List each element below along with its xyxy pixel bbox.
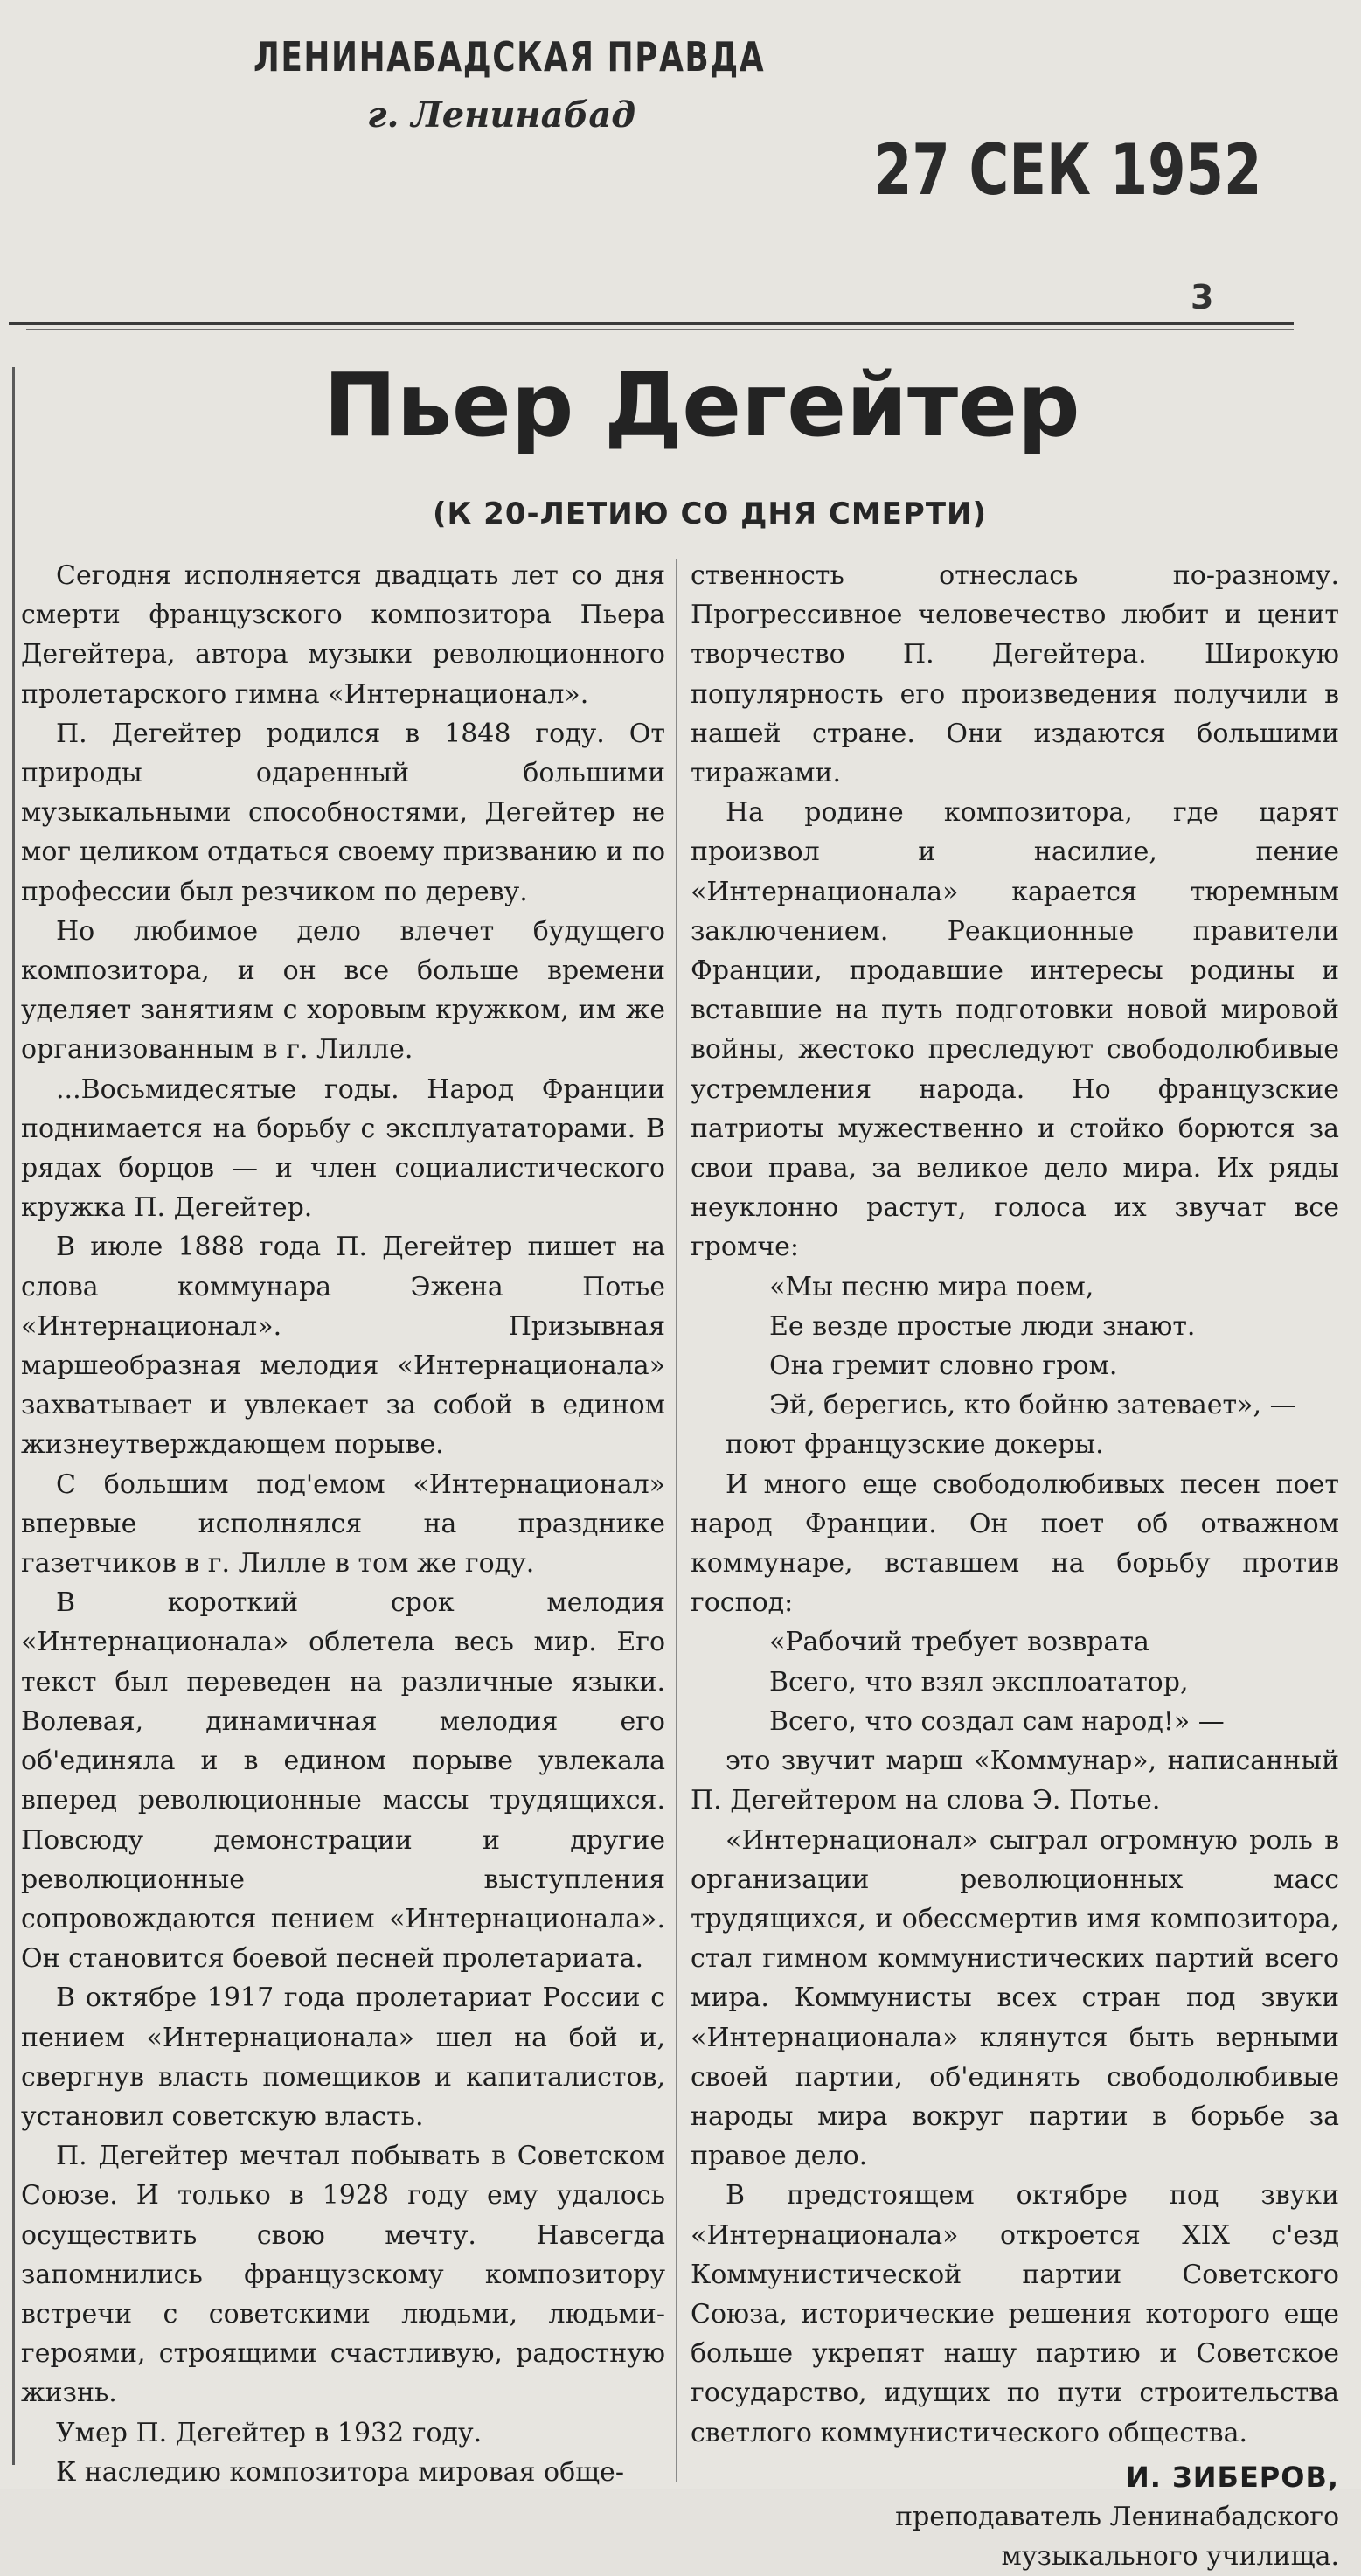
paragraph: В предстоящем октябре под звуки «Интернационала» откроется XIX с'езд Коммунистической партии Советского Союза, исторические решения которого еще больше укрепят нашу партию и Советское государство, идущих по пути строительства светлого коммунистического общества.	[691, 2180, 1339, 2448]
paragraph: Но любимое дело влечет будущего композитора, и он все больше времени уделяет занятиям с хоровым кружком, им же организованным в г. Лилле.	[21, 915, 665, 1066]
author-name: И. ЗИБЕРОВ,	[1125, 2460, 1339, 2494]
article-title: Пьер Дегейтер	[323, 354, 1080, 456]
verse-line: Она гремит словно гром.	[769, 1350, 1118, 1382]
paragraph: Умер П. Дегейтер в 1932 году.	[56, 2417, 483, 2448]
verse-line: «Мы песню мира поем,	[769, 1271, 1094, 1302]
paragraph: П. Дегейтер родился в 1848 году. От природы одаренный большими музыкальными способностями, Дегейтер не мог целиком отдаться своему призванию и по профессии был резчиком по дереву.	[21, 718, 665, 907]
date-stamp: 27 СЕК 1952	[874, 129, 1262, 211]
city-line: г. Ленинабад	[367, 94, 636, 135]
verse-line: «Рабочий требует возврата	[769, 1627, 1149, 1658]
author-position-line: музыкального училища.	[1001, 2541, 1339, 2573]
left-column	[21, 556, 665, 2492]
paragraph-continued: ственность отнеслась по-разному. Прогрессивное человечество любит и ценит творчество П. Дегейтера. Широкую популярность его произведения получили в нашей стране. Они издаются большими тиражами.	[691, 560, 1339, 789]
song-quote-peace	[769, 1267, 1339, 1426]
paragraph: это звучит марш «Коммунар», написанный П. Дегейтером на слова Э. Потье.	[691, 1746, 1339, 1816]
verse-line: Всего, что взял эксплоататор,	[769, 1666, 1189, 1698]
top-rule	[9, 322, 1294, 325]
paragraph: поют французские докеры.	[726, 1429, 1104, 1461]
verse-line: Эй, берегись, кто бойню затевает», —	[769, 1390, 1296, 1421]
paragraph: К наследию композитора мировая обще-	[56, 2456, 624, 2488]
article-subtitle: (К 20-ЛЕТИЮ СО ДНЯ СМЕРТИ)	[433, 496, 988, 531]
verse-line: Всего, что создал сам народ!» —	[769, 1705, 1225, 1737]
paragraph: Сегодня исполняется двадцать лет со дня смерти французского композитора Пьера Дегейтера, автора музыки революционного пролетарского гимна «Интернационал».	[21, 560, 665, 710]
paragraph: С большим под'емом «Интернационал» впервые исполнялся на празднике газетчиков в г. Лилле в том же году.	[21, 1469, 665, 1580]
newspaper-masthead: ЛЕНИНАБАДСКАЯ ПРАВДА	[253, 33, 766, 80]
paragraph: ...Восьмидесятые годы. Народ Франции поднимается на борьбу с эксплуататорами. В рядах борцов — и член социалистического кружка П. Дегейтер.	[21, 1073, 665, 1224]
left-border-rule	[12, 367, 15, 2465]
paragraph: На родине композитора, где царят произвол и насилие, пение «Интернационала» карается тюремным заключением. Реакционные правители Франции, продавшие интересы родины и вставшие на путь подготовки новой мировой войны, жестоко преследуют свободолюбивые устремления народа. Но французские патриоты мужественно и стойко борются за свои права, за великое дело мира. Их ряды неуклонно растут, голоса их звучат все громче:	[691, 797, 1339, 1263]
paragraph: И много еще свободолюбивых песен поет народ Франции. Он поет об отважном коммунаре, вставшем на борьбу против господ:	[691, 1469, 1339, 1619]
paragraph: В октябре 1917 года пролетариат России с пением «Интернационала» шел на бой и, свергнув власть помещиков и капиталистов, установил советскую власть.	[21, 1982, 665, 2132]
top-rule-thin	[26, 329, 1294, 330]
paragraph: В июле 1888 года П. Дегейтер пишет на слова коммунара Эжена Потье «Интернационал». Призывная маршеобразная мелодия «Интернационала» захватывает и увлекает за собой в едином жизнеутверждающем порыве.	[21, 1232, 665, 1461]
verse-line: Ее везде простые люди знают.	[769, 1310, 1196, 1342]
page-number: 3	[1191, 278, 1214, 316]
right-column	[691, 556, 1339, 2576]
paragraph: В короткий срок мелодия «Интернационала» облетела весь мир. Его текст был переведен на различные языки. Волевая, динамичная мелодия его об'единяла и в едином порыве увлекала вперед революционные массы трудящихся. Повсюду демонстрации и другие революционные выступления сопровождаются пением «Интернационала». Он становится боевой песней пролетариата.	[21, 1587, 665, 1975]
author-position	[691, 2497, 1339, 2576]
paragraph: «Интернационал» сыграл огромную роль в организации революционных масс трудящихся, и обессмертив имя композитора, стал гимном коммунистических партий всего мира. Коммунисты всех стран под звуки «Интернационала» клянутся быть верными своей партии, об'единять свободолюбивые народы мира вокруг партии в борьбе за правое дело.	[691, 1824, 1339, 2172]
column-divider	[676, 559, 677, 2482]
paragraph: П. Дегейтер мечтал побывать в Советском Союзе. И только в 1928 году ему удалось осуществить свою мечту. Навсегда запомнились французскому композитору встречи с советскими людьми, людьми-героями, строящими счастливую, радостную жизнь.	[21, 2141, 665, 2409]
song-quote-communard	[769, 1622, 1339, 1741]
author-position-line: преподаватель Ленинабадского	[895, 2501, 1339, 2532]
